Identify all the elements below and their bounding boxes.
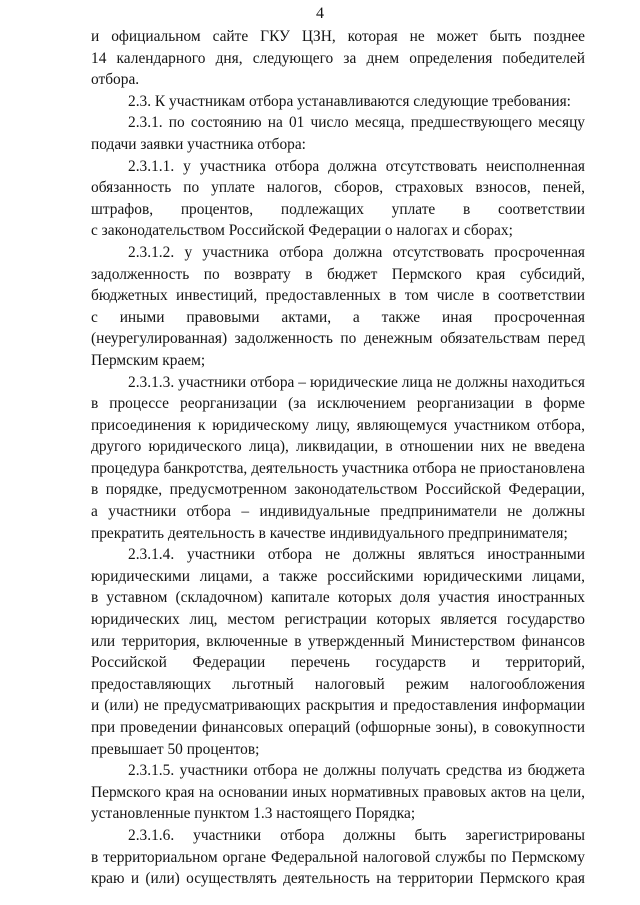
text-line: подачи заявки участника отбора: bbox=[91, 135, 306, 153]
text-line: другого юридического лица), ликвидации, в отношении них не введена bbox=[91, 438, 585, 456]
text-line: юридическими лицами, а также российскими юридическими лицами, bbox=[91, 567, 585, 585]
text-line: задолженность по возврату в бюджет Пермского края субсидий, bbox=[91, 265, 585, 283]
text-line: Пермского края на основании иных нормативных правовых актов на цели, bbox=[91, 783, 585, 801]
page-number: 4 bbox=[316, 5, 324, 22]
text-line: 2.3.1.1. у участника отбора должна отсутствовать неисполненная bbox=[128, 157, 585, 175]
text-line: установленные пунктом 1.3 настоящего Порядка; bbox=[91, 805, 416, 823]
text-line: 2.3.1.3. участники отбора – юридические лица не должны находиться bbox=[128, 373, 585, 391]
text-line: 2.3.1. по состоянию на 01 число месяца, предшествующего месяцу bbox=[128, 114, 585, 132]
text-line: (неурегулированная) задолженность по денежным обязательствам перед bbox=[91, 330, 585, 348]
text-line: штрафов, процентов, подлежащих уплате в соответствии bbox=[91, 200, 585, 218]
text-line: и официальном сайте ГКУ ЦЗН, которая не может быть позднее bbox=[91, 28, 585, 45]
text-line: 14 календарного дня, следующего за днем определения победителей bbox=[91, 49, 585, 67]
text-line: 2.3.1.5. участники отбора не должны получать средства из бюджета bbox=[128, 762, 585, 780]
text-line: процедура банкротства, деятельность участника отбора не приостановлена bbox=[91, 459, 585, 477]
text-line: с законодательством Российской Федерации о налогах и сборах; bbox=[91, 222, 513, 240]
text-line: при проведении финансовых операций (офшорные зоны), в совокупности bbox=[91, 719, 585, 736]
text-line: а участники отбора – индивидуальные предприниматели не должны bbox=[91, 503, 585, 521]
text-line: превышает 50 процентов; bbox=[91, 740, 260, 758]
text-line: предоставляющих льготный налоговый режим налогообложения bbox=[91, 675, 585, 693]
text-line: в территориальном органе Федеральной налоговой службы по Пермскому bbox=[91, 848, 585, 866]
text-line: 2.3.1.2. у участника отбора должна отсутствовать просроченная bbox=[128, 243, 585, 261]
text-line: или территория, включенные в утвержденный Министерством финансов bbox=[91, 632, 585, 650]
body-text bbox=[91, 26, 585, 890]
text-line: 2.3. К участникам отбора устанавливаются следующие требования: bbox=[128, 92, 571, 110]
text-line: в уставном (складочном) капитале которых доля участия иностранных bbox=[91, 589, 585, 607]
text-line: краю и (или) осуществлять деятельность на территории Пермского края bbox=[91, 870, 585, 888]
text-line: и (или) не предусматривающих раскрытия и предоставления информации bbox=[91, 697, 585, 715]
text-line: в порядке, предусмотренном законодательством Российской Федерации, bbox=[91, 481, 585, 499]
text-line: бюджетных инвестиций, предоставленных в том числе в соответствии bbox=[91, 287, 585, 305]
text-line: обязанность по уплате налогов, сборов, страховых взносов, пеней, bbox=[91, 179, 585, 197]
text-line: прекратить деятельность в качестве индивидуального предпринимателя; bbox=[91, 524, 568, 542]
text-line: в процессе реорганизации (за исключением реорганизации в форме bbox=[91, 395, 585, 413]
text-line: юридических лиц, местом регистрации которых является государство bbox=[91, 611, 585, 629]
text-line: присоединения к юридическому лицу, являющемуся участником отбора, bbox=[91, 416, 585, 434]
text-line: с иными правовыми актами, а также иная просроченная bbox=[91, 308, 585, 326]
text-line: 2.3.1.4. участники отбора не должны являться иностранными bbox=[128, 546, 585, 564]
text-line: Пермским краем; bbox=[91, 351, 206, 369]
text-line: Российской Федерации перечень государств и территорий, bbox=[91, 654, 585, 672]
text-line: отбора. bbox=[91, 71, 140, 89]
text-line: 2.3.1.6. участники отбора должны быть зарегистрированы bbox=[128, 826, 585, 844]
